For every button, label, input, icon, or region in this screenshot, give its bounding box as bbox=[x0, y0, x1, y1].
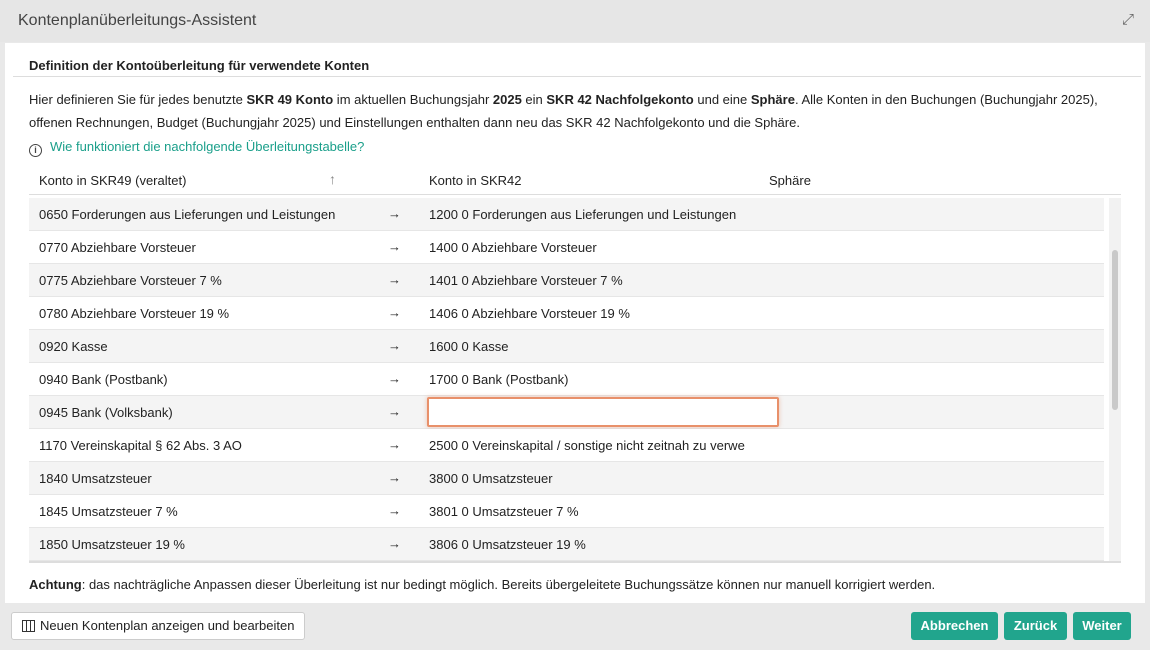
table-row[interactable] bbox=[29, 330, 1104, 363]
title-bar bbox=[0, 0, 1150, 42]
cell-new-account[interactable]: 1401 0 Abziehbare Vorsteuer 7 % bbox=[429, 273, 623, 288]
arrow-right-icon: → bbox=[388, 338, 401, 353]
arrow-right-icon: → bbox=[388, 437, 401, 452]
cell-new-account[interactable]: 1406 0 Abziehbare Vorsteuer 19 % bbox=[429, 306, 630, 321]
header-sphere[interactable]: Sphäre bbox=[769, 173, 811, 188]
intro-text bbox=[29, 88, 1119, 134]
cell-new-account[interactable]: 2500 0 Vereinskapital / sonstige nicht zeitnah zu verwe bbox=[429, 438, 745, 453]
cell-new-account[interactable]: 3800 0 Umsatzsteuer bbox=[429, 471, 553, 486]
cell-old-account: 0780 Abziehbare Vorsteuer 19 % bbox=[39, 306, 230, 321]
arrow-right-icon: → bbox=[388, 503, 401, 518]
table-row[interactable] bbox=[29, 396, 1104, 429]
help-link[interactable] bbox=[29, 139, 364, 157]
new-account-input[interactable] bbox=[427, 397, 779, 427]
intro-text-part: ein bbox=[521, 92, 547, 107]
warning-message: : das nachträgliche Anpassen dieser Überleitung ist nur bedingt möglich. Bereits übergeleitete Buchungssätze können nur manuell korrigiert werden. bbox=[81, 577, 936, 592]
cell-old-account: 0940 Bank (Postbank) bbox=[39, 372, 168, 387]
footer bbox=[0, 603, 1150, 650]
table-row[interactable] bbox=[29, 429, 1104, 462]
next-button[interactable]: Weiter bbox=[1073, 612, 1131, 640]
info-icon: i bbox=[29, 144, 42, 157]
intro-bold: SKR 49 Konto bbox=[246, 92, 334, 107]
arrow-right-icon: → bbox=[388, 239, 401, 254]
table-row[interactable] bbox=[29, 495, 1104, 528]
cell-old-account: 0945 Bank (Volksbank) bbox=[39, 405, 173, 420]
divider bbox=[13, 76, 1141, 77]
table-row[interactable] bbox=[29, 363, 1104, 396]
cancel-button[interactable]: Abbrechen bbox=[911, 612, 998, 640]
arrow-right-icon: → bbox=[388, 272, 401, 287]
scrollbar-thumb[interactable] bbox=[1112, 250, 1118, 410]
intro-bold: 2025 bbox=[492, 92, 522, 107]
cell-new-account[interactable]: 3806 0 Umsatzsteuer 19 % bbox=[429, 537, 586, 552]
table-body bbox=[29, 198, 1104, 561]
cell-new-account[interactable]: 1200 0 Forderungen aus Lieferungen und Leistungen bbox=[429, 207, 737, 222]
header-from[interactable]: Konto in SKR49 (veraltet) bbox=[39, 173, 187, 188]
expand-icon[interactable]: ⤢ bbox=[1122, 11, 1135, 28]
warning-text bbox=[29, 577, 935, 592]
map-icon bbox=[22, 620, 35, 632]
window-title: Kontenplanüberleitungs-Assistent bbox=[18, 12, 257, 29]
header-to[interactable]: Konto in SKR42 bbox=[429, 173, 522, 188]
cell-old-account: 0775 Abziehbare Vorsteuer 7 % bbox=[39, 273, 222, 288]
table-row[interactable] bbox=[29, 264, 1104, 297]
intro-text-part: . Alle Konten in den Buchungen (Buchungjahr 2025), offenen Rechnungen, Budget (Buchungjahr 2025) und Einstellungen enthalten dann neu das SKR 42 Nachfolgekonto und die Sphäre. bbox=[29, 92, 1098, 130]
arrow-right-icon: → bbox=[388, 371, 401, 386]
scrollbar[interactable] bbox=[1109, 198, 1121, 561]
table-header bbox=[29, 165, 1121, 195]
table-row[interactable] bbox=[29, 198, 1104, 231]
cell-old-account: 0920 Kasse bbox=[39, 339, 108, 354]
intro-text-part: und eine bbox=[693, 92, 751, 107]
help-link-label[interactable]: Wie funktioniert die nachfolgende Überleitungstabelle? bbox=[50, 139, 365, 154]
arrow-right-icon: → bbox=[388, 305, 401, 320]
intro-text-part: im aktuellen Buchungsjahr bbox=[333, 92, 493, 107]
cell-new-account[interactable]: 1700 0 Bank (Postbank) bbox=[429, 372, 569, 387]
intro-bold: Sphäre bbox=[750, 92, 795, 107]
back-button[interactable]: Zurück bbox=[1004, 612, 1067, 640]
section-title: Definition der Kontoüberleitung für verwendete Konten bbox=[29, 58, 370, 73]
cell-old-account: 1170 Vereinskapital § 62 Abs. 3 AO bbox=[39, 438, 242, 453]
table-row[interactable] bbox=[29, 528, 1104, 561]
cell-new-account[interactable]: 1400 0 Abziehbare Vorsteuer bbox=[429, 240, 597, 255]
content-panel bbox=[5, 43, 1145, 603]
show-chart-of-accounts-button[interactable] bbox=[11, 612, 305, 640]
cell-old-account: 1850 Umsatzsteuer 19 % bbox=[39, 537, 185, 552]
intro-text-part: Hier definieren Sie für jedes benutzte bbox=[29, 92, 247, 107]
warning-label: Achtung bbox=[29, 577, 82, 592]
cell-old-account: 0770 Abziehbare Vorsteuer bbox=[39, 240, 196, 255]
table-row[interactable] bbox=[29, 297, 1104, 330]
sort-ascending-icon[interactable]: ↑ bbox=[329, 171, 336, 187]
table-row[interactable] bbox=[29, 462, 1104, 495]
table-row[interactable] bbox=[29, 231, 1104, 264]
table-bottom-border bbox=[29, 561, 1121, 563]
cell-old-account: 1845 Umsatzsteuer 7 % bbox=[39, 504, 178, 519]
arrow-right-icon: → bbox=[388, 536, 401, 551]
cell-old-account: 1840 Umsatzsteuer bbox=[39, 471, 152, 486]
arrow-right-icon: → bbox=[388, 206, 401, 221]
arrow-right-icon: → bbox=[388, 404, 401, 419]
arrow-right-icon: → bbox=[388, 470, 401, 485]
intro-bold: SKR 42 Nachfolgekonto bbox=[546, 92, 694, 107]
cell-new-account[interactable]: 1600 0 Kasse bbox=[429, 339, 509, 354]
cell-old-account: 0650 Forderungen aus Lieferungen und Leistungen bbox=[39, 207, 336, 222]
show-chart-of-accounts-label: Neuen Kontenplan anzeigen und bearbeiten bbox=[40, 618, 295, 633]
cell-new-account[interactable]: 3801 0 Umsatzsteuer 7 % bbox=[429, 504, 579, 519]
